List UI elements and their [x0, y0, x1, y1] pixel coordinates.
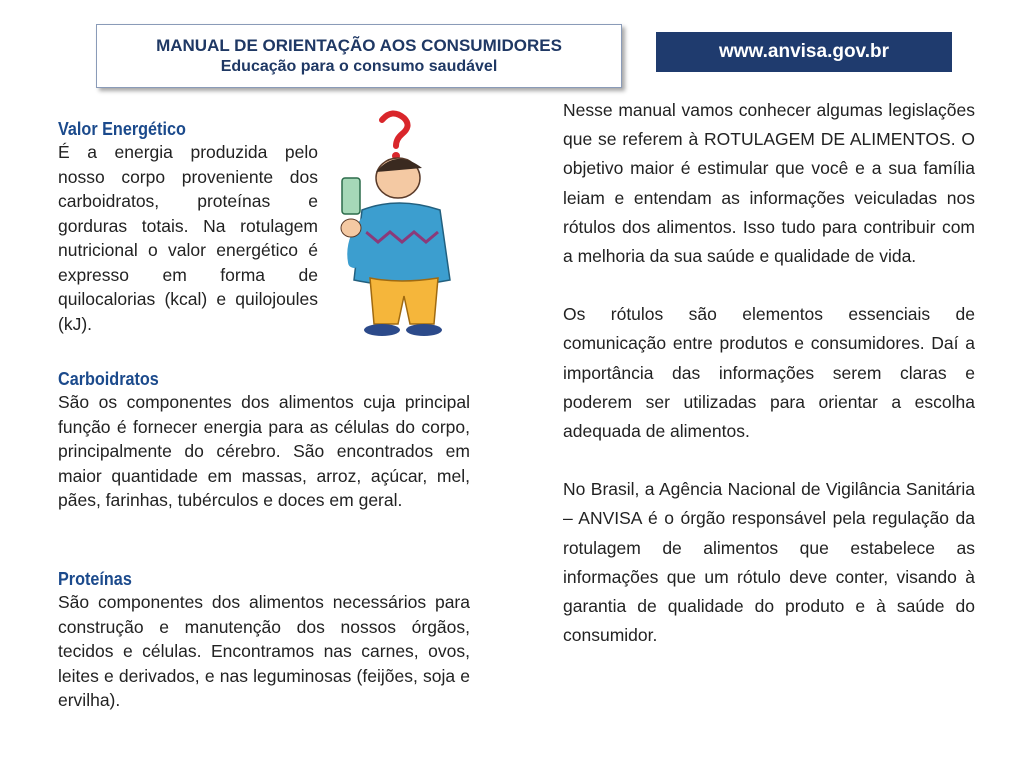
heading-valor-energetico: Valor Energético — [58, 119, 186, 139]
section-valor-energetico — [58, 118, 318, 336]
title-box — [96, 24, 622, 88]
intro-column — [563, 96, 975, 650]
text-proteinas: São componentes dos alimentos necessários para construção e manutenção dos nossos órgãos, tecidos e células. Encontramos nas carnes, ovos, leites e derivados, e nas leguminosas (feijões, soja e ervilha). — [58, 592, 470, 710]
section-carboidratos — [58, 368, 470, 513]
heading-proteinas: Proteínas — [58, 569, 132, 589]
intro-paragraph-2: Os rótulos são elementos essenciais de comunicação entre produtos e consumidores. Daí a importância das informações serem claras e poderem ser utilizadas para orientar a escolha adequada de alimentos. — [563, 304, 975, 442]
title-line-2: Educação para o consumo saudável — [220, 58, 498, 75]
text-carboidratos: São os componentes dos alimentos cuja principal função é fornecer energia para as células do corpo, principalmente do cérebro. São encontrados em maior quantidade em massas, arroz, açúcar, mel, pães, farinhas, tubérculos e doces em geral. — [58, 392, 470, 510]
man-holding-glass-question-icon — [318, 106, 490, 346]
intro-paragraph-1: Nesse manual vamos conhecer algumas legislações que se referem à ROTULAGEM DE ALIMENTOS. O objetivo maior é estimular que você e a sua família leiam e entendam as informações veiculadas nos rótulos dos alimentos. Isso tudo para contribuir com a melhoria da sua saúde e qualidade de vida. — [563, 100, 975, 267]
title-line-1: MANUAL DE ORIENTAÇÃO AOS CONSUMIDORES — [156, 36, 562, 55]
website-url[interactable]: www.anvisa.gov.br — [656, 32, 952, 72]
intro-paragraph-3: No Brasil, a Agência Nacional de Vigilância Sanitária – ANVISA é o órgão responsável pela regulação da rotulagem de alimentos que estabelece as informações que um rótulo deve conter, visando à garantia de qualidade do produto e à saúde do consumidor. — [563, 479, 975, 646]
heading-carboidratos: Carboidratos — [58, 369, 159, 389]
section-proteinas — [58, 568, 470, 713]
text-valor-energetico: É a energia produzida pelo nosso corpo proveniente dos carboidratos, proteínas e gorduras totais. Na rotulagem nutricional o valor energético é expresso em forma de quilocalorias (kcal) e quilojoules (kJ). — [58, 142, 318, 334]
